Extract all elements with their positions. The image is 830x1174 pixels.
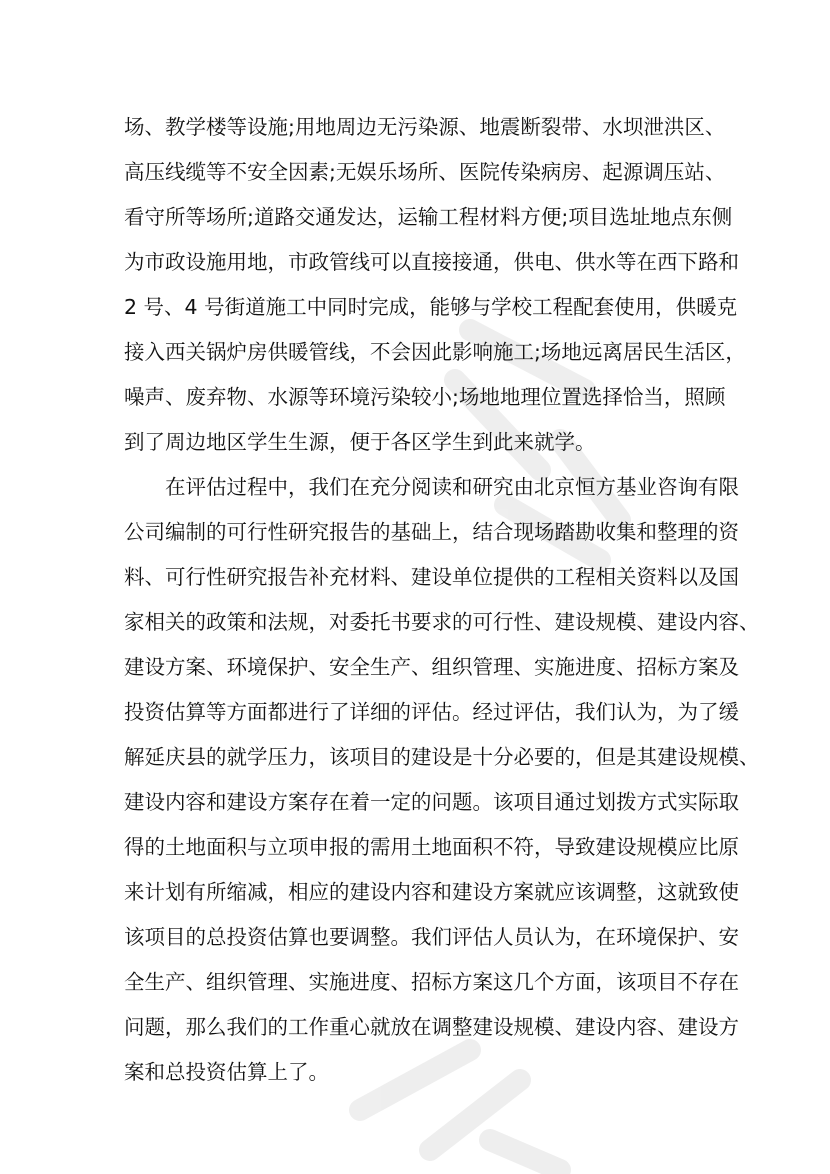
paragraph-2-line-14: 案和总投资估算上了。 [124,1060,329,1084]
paragraph-2-line-2: 公司编制的可行性研究报告的基础上，结合现场踏勘收集和整理的资 [124,520,739,544]
paragraph-2-line-11: 该项目的总投资估算也要调整。我们评估人员认为，在环境保护、安 [124,925,739,949]
paragraph-1-line-3: 看守所等场所;道路交通发达，运输工程材料方便;项目选址地点东侧 [124,205,733,229]
paragraph-2-line-1: 在评估过程中，我们在充分阅读和研究由北京恒方基业咨询有限 [165,475,739,499]
paragraph-2-line-5: 建设方案、环境保护、安全生产、组织管理、实施进度、招标方案及 [124,655,739,679]
paragraph-2-line-7: 解延庆县的就学压力，该项目的建设是十分必要的，但是其建设规模、 [124,745,760,769]
paragraph-2-line-12: 全生产、组织管理、实施进度、招标方案这几个方面，该项目不存在 [124,970,739,994]
paragraph-1-line-7: 噪声、废弃物、水源等环境污染较小;场地地理位置选择恰当，照顾 [124,385,726,409]
paragraph-1-line-8: 到了周边地区学生生源，便于各区学生到此来就学。 [124,430,596,454]
paragraph-1-line-6: 接入西关锅炉房供暖管线，不会因此影响施工;场地远离居民生活区， [124,340,746,364]
paragraph-2-line-4: 家相关的政策和法规，对委托书要求的可行性、建设规模、建设内容、 [124,610,760,634]
paragraph-1-line-5: 2 号、4 号街道施工中同时完成，能够与学校工程配套使用，供暖克 [124,295,738,319]
paragraph-2-line-6: 投资估算等方面都进行了详细的评估。经过评估，我们认为，为了缓 [124,700,739,724]
paragraph-1-line-2: 高压线缆等不安全因素;无娱乐场所、医院传染病房、起源调压站、 [124,160,726,184]
paragraph-2-line-8: 建设内容和建设方案存在着一定的问题。该项目通过划拨方式实际取 [124,790,739,814]
paragraph-1-line-4: 为市政设施用地，市政管线可以直接接通，供电、供水等在西下路和 [124,250,739,274]
paragraph-2-line-13: 问题，那么我们的工作重心就放在调整建设规模、建设内容、建设方 [124,1015,739,1039]
paragraph-2-line-9: 得的土地面积与立项申报的需用土地面积不符，导致建设规模应比原 [124,835,739,859]
paragraph-2-line-10: 来计划有所缩减，相应的建设内容和建设方案就应该调整，这就致使 [124,880,739,904]
paragraph-2-line-3: 料、可行性研究报告补充材料、建设单位提供的工程相关资料以及国 [124,565,739,589]
paragraph-1-line-1: 场、教学楼等设施;用地周边无污染源、地震断裂带、水坝泄洪区、 [124,115,726,139]
